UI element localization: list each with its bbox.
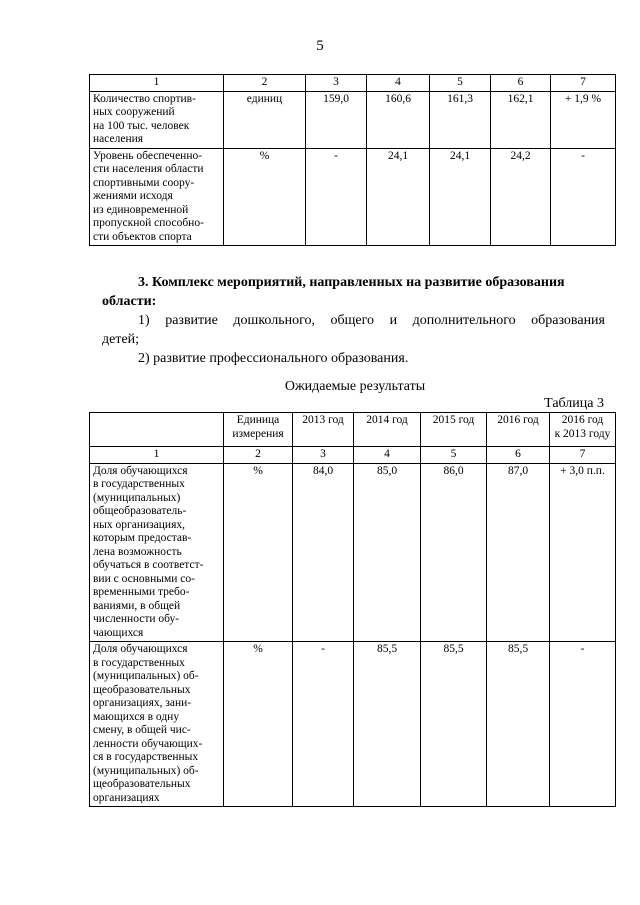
indicator-line: обучаться в соответст- bbox=[93, 559, 204, 571]
indicator-line: спортивными соору- bbox=[93, 176, 195, 189]
indicator-line: Доля обучающихся bbox=[93, 464, 188, 477]
column-number-row bbox=[90, 75, 616, 92]
value-2015-cell: 24,1 bbox=[430, 148, 491, 246]
indicator-line: мающихся в одну bbox=[93, 710, 180, 723]
column-number-row bbox=[90, 447, 616, 464]
indicator-line: организациях bbox=[93, 791, 160, 804]
value-2015-cell: 85,5 bbox=[421, 642, 487, 807]
change-cell: + 3,0 п.п. bbox=[550, 463, 616, 642]
indicator-line: временными требо- bbox=[93, 586, 190, 598]
value-2014-cell: 85,0 bbox=[354, 463, 421, 642]
column-number: 5 bbox=[421, 447, 487, 464]
indicator-line: численности обу- bbox=[93, 613, 180, 625]
indicator-line: из единовременной bbox=[93, 203, 189, 216]
value-2016-cell: 85,5 bbox=[487, 642, 550, 807]
column-number: 4 bbox=[354, 447, 421, 464]
header-row bbox=[90, 413, 616, 447]
list-item: 1) развитие дошкольного, общего и дополнительного образования bbox=[138, 313, 605, 328]
header-unit-line: Единица bbox=[236, 414, 280, 426]
value-2016-cell: 87,0 bbox=[487, 463, 550, 642]
indicator-line: (муниципальных) об- bbox=[93, 670, 199, 682]
indicator-cell bbox=[90, 463, 224, 642]
indicator-cell bbox=[90, 91, 224, 148]
indicator-line: в государственных bbox=[93, 478, 185, 490]
value-2014-cell: 160,6 bbox=[367, 91, 430, 148]
header-indicator bbox=[90, 413, 224, 447]
section-heading bbox=[102, 273, 607, 311]
value-2014-cell: 85,5 bbox=[354, 642, 421, 807]
indicator-line: населения bbox=[93, 133, 144, 145]
indicator-line: щеобразовательных bbox=[93, 778, 191, 790]
indicator-line: организациях, зани- bbox=[93, 697, 192, 709]
indicator-line: Доля обучающихся bbox=[93, 643, 188, 655]
value-2016-cell: 24,2 bbox=[491, 148, 551, 246]
header-unit-line: измерения bbox=[232, 427, 284, 440]
change-cell: - bbox=[551, 148, 616, 246]
header-change-line: к 2013 году bbox=[554, 427, 611, 440]
indicator-line: общеобразователь- bbox=[93, 505, 187, 517]
indicator-line: Уровень обеспеченно- bbox=[93, 149, 203, 162]
header-2016: 2016 год bbox=[487, 413, 550, 447]
value-2014-cell: 24,1 bbox=[367, 148, 430, 246]
indicator-line: ленности обучающих- bbox=[93, 737, 203, 750]
indicator-cell bbox=[90, 148, 224, 246]
change-cell: - bbox=[550, 642, 616, 807]
education-results-table bbox=[89, 412, 616, 807]
indicator-line: пропускной способно- bbox=[93, 217, 204, 229]
column-number: 6 bbox=[491, 75, 551, 92]
table-caption: Таблица 3 bbox=[544, 396, 604, 411]
indicator-line: (муниципальных) об- bbox=[93, 764, 199, 777]
value-2015-cell: 86,0 bbox=[421, 463, 487, 642]
header-2014: 2014 год bbox=[354, 413, 421, 447]
sports-indicators-table bbox=[89, 74, 616, 246]
header-2015: 2015 год bbox=[421, 413, 487, 447]
page-number: 5 bbox=[316, 38, 324, 54]
column-number: 6 bbox=[487, 447, 550, 464]
indicator-line: вии с основными со- bbox=[93, 572, 195, 585]
column-number: 7 bbox=[550, 447, 616, 464]
column-number: 3 bbox=[306, 75, 367, 92]
value-2013-cell: 159,0 bbox=[306, 91, 367, 148]
header-unit bbox=[224, 413, 293, 447]
indicator-line: ваниями, в общей bbox=[93, 599, 181, 612]
header-2013: 2013 год bbox=[293, 413, 354, 447]
table-row bbox=[90, 642, 616, 807]
indicator-cell bbox=[90, 642, 224, 807]
value-2016-cell: 162,1 bbox=[491, 91, 551, 148]
value-2015-cell: 161,3 bbox=[430, 91, 491, 148]
unit-cell: единиц bbox=[224, 91, 306, 148]
column-number: 2 bbox=[224, 75, 306, 92]
value-2013-cell: 84,0 bbox=[293, 463, 354, 642]
indicator-line: чающихся bbox=[93, 626, 144, 639]
column-number: 2 bbox=[224, 447, 293, 464]
header-change-line: 2016 год bbox=[561, 414, 604, 426]
indicator-line: ся в государственных bbox=[93, 751, 199, 763]
indicator-line: ных сооружений bbox=[93, 106, 175, 118]
column-number: 1 bbox=[90, 447, 224, 464]
column-number: 7 bbox=[551, 75, 616, 92]
header-change bbox=[550, 413, 616, 447]
unit-cell: % bbox=[224, 148, 306, 246]
indicator-line: в государственных bbox=[93, 656, 185, 669]
unit-cell: % bbox=[224, 642, 293, 807]
column-number: 3 bbox=[293, 447, 354, 464]
indicator-line: щеобразовательных bbox=[93, 683, 191, 696]
indicator-line: Количество спортив- bbox=[93, 92, 196, 105]
unit-cell: % bbox=[224, 463, 293, 642]
indicator-line: лена возможность bbox=[93, 545, 182, 558]
indicator-line: жениями исходя bbox=[93, 190, 173, 202]
value-2013-cell: - bbox=[293, 642, 354, 807]
indicator-line: на 100 тыс. человек bbox=[93, 119, 190, 132]
section-heading-line: 3. Комплекс мероприятий, направленных на развитие образования bbox=[138, 275, 565, 290]
section-heading-line: области: bbox=[102, 294, 157, 309]
list-item: 2) развитие профессионального образования. bbox=[138, 351, 409, 366]
column-number: 5 bbox=[430, 75, 491, 92]
table-row bbox=[90, 148, 616, 246]
indicator-line: которым предостав- bbox=[93, 532, 192, 544]
indicator-line: смену, в общей чис- bbox=[93, 724, 191, 736]
indicator-line: сти объектов спорта bbox=[93, 230, 192, 243]
value-2013-cell: - bbox=[306, 148, 367, 246]
change-cell: + 1,9 % bbox=[551, 91, 616, 148]
column-number: 1 bbox=[90, 75, 224, 92]
list-item-continuation: детей; bbox=[102, 332, 140, 347]
indicator-line: (муниципальных) bbox=[93, 491, 181, 504]
table-row bbox=[90, 463, 616, 642]
results-heading: Ожидаемые результаты bbox=[284, 379, 426, 394]
column-number: 4 bbox=[367, 75, 430, 92]
indicator-line: сти населения области bbox=[93, 163, 204, 175]
table-row bbox=[90, 91, 616, 148]
indicator-line: ных организациях, bbox=[93, 518, 186, 531]
